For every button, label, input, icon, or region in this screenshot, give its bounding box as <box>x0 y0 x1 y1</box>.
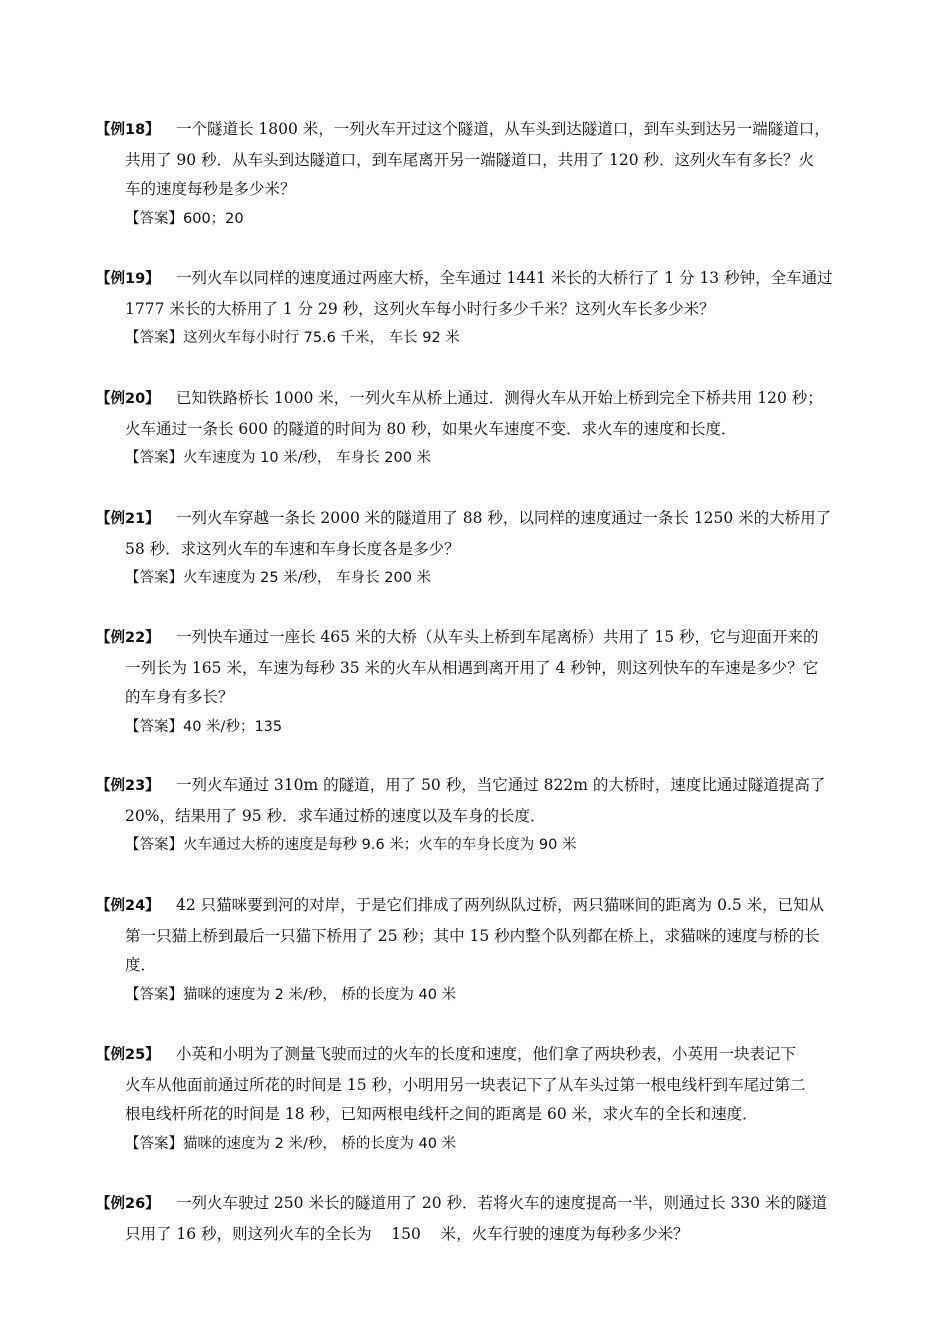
question-text: 一列快车通过一座长 465 米的大桥（从车头上桥到车尾离桥）共用了 15 秒，它与迎面开来的 <box>176 628 819 646</box>
question-line: 度． <box>125 956 157 974</box>
answer-line <box>96 831 876 861</box>
question-line <box>96 1040 876 1071</box>
answer-text: 这列火车每小时行 75.6 千米， 车长 92 米 <box>183 330 460 346</box>
question-line: 1777 米长的大桥用了 1 分 29 秒，这列火车每小时行多少千米？这列火车长多少米？ <box>125 299 715 318</box>
problem-23 <box>96 771 876 861</box>
answer-prefix: 【答案】 <box>125 450 183 466</box>
answer-prefix: 【答案】 <box>125 210 183 227</box>
answer-text: 600；20 <box>183 210 244 227</box>
question-text: 已知铁路桥长 1000 米，一列火车从桥上通过．测得火车从开始上桥到完全下桥共用 120 秒； <box>176 389 823 407</box>
answer-line <box>96 444 876 474</box>
question-line <box>96 1189 876 1220</box>
question-line <box>96 384 876 415</box>
problem-label: 【例25】 <box>96 1047 160 1063</box>
answer-line <box>96 1130 876 1160</box>
answer-line <box>96 324 876 354</box>
question-line: 一列长为 165 米，车速为每秒 35 米的火车从相遇到离开用了 4 秒钟，则这列快车的车速是多少？它 <box>125 658 819 677</box>
problem-19 <box>96 264 876 354</box>
question-line <box>96 115 876 146</box>
answer-text: 40 米/秒；135 <box>183 718 283 735</box>
question-line: 车的速度每秒是多少米？ <box>125 180 296 198</box>
answer-prefix: 【答案】 <box>125 718 183 735</box>
answer-text: 猫咪的速度为 2 米/秒， 桥的长度为 40 米 <box>183 1135 457 1152</box>
answer-line <box>96 713 876 743</box>
question-text: 一个隧道长 1800 米，一列火车开过这个隧道，从车头到达隧道口，到车头到达另一端隧道口， <box>176 120 830 138</box>
answer-prefix: 【答案】 <box>125 570 183 586</box>
answer-text: 火车通过大桥的速度是每秒 9.6 米；火车的车身长度为 90 米 <box>183 837 577 853</box>
question-line: 58 秒．求这列火车的车速和车身长度各是多少？ <box>125 539 460 558</box>
problem-label: 【例20】 <box>96 391 160 407</box>
question-line: 共用了 90 秒．从车头到达隧道口，到车尾离开另一端隧道口，共用了 120 秒．这列火车有多长？火 <box>125 150 815 169</box>
answer-text: 火车速度为 25 米/秒， 车身长 200 米 <box>183 570 432 586</box>
problem-24 <box>96 891 876 1010</box>
question-line <box>96 891 876 922</box>
problem-21 <box>96 504 876 594</box>
question-line <box>96 623 876 654</box>
question-line: 的车身有多长？ <box>125 688 234 706</box>
question-line: 根电线杆所花的时间是 18 秒，已知两根电线杆之间的距离是 60 米，求火车的全长和速度． <box>125 1105 758 1123</box>
question-text: 一列火车以同样的速度通过两座大桥，全车通过 1441 米长的大桥行了 1 分 13 秒钟，全车通过 <box>176 269 833 287</box>
question-line: 火车从他面前通过所花的时间是 15 秒，小明用另一块表记下了从车头过第一根电线杆到车尾过第二 <box>125 1075 806 1094</box>
question-text: 小英和小明为了测量飞驶而过的火车的长度和速度，他们拿了两块秒表，小英用一块表记下 <box>176 1045 797 1063</box>
answer-prefix: 【答案】 <box>125 986 183 1003</box>
question-text: 42 只猫咪要到河的对岸，于是它们排成了两列纵队过桥，两只猫咪间的距离为 0.5 米，已知从 <box>176 896 825 914</box>
answer-text: 火车速度为 10 米/秒， 车身长 200 米 <box>183 450 432 466</box>
question-line <box>96 771 876 802</box>
question-line <box>96 264 876 295</box>
answer-line <box>96 981 876 1011</box>
problem-label: 【例19】 <box>96 271 160 287</box>
answer-line <box>96 564 876 594</box>
question-text: 一列火车穿越一条长 2000 米的隧道用了 88 秒，以同样的速度通过一条长 1250 米的大桥用了 <box>176 509 832 527</box>
problem-26 <box>96 1189 876 1249</box>
problem-label: 【例21】 <box>96 511 160 527</box>
problem-label: 【例18】 <box>96 122 160 138</box>
problem-label: 【例26】 <box>96 1196 160 1212</box>
question-line: 第一只猫上桥到最后一只猫下桥用了 25 秒；其中 15 秒内整个队列都在桥上，求猫咪的速度与桥的长 <box>125 926 820 945</box>
question-line: 20%，结果用了 95 秒．求车通过桥的速度以及车身的长度． <box>125 806 546 825</box>
question-line <box>96 504 876 535</box>
question-line: 只用了 16 秒，则这列火车的全长为 150 米，火车行驶的速度为每秒多少米？ <box>125 1224 689 1243</box>
problem-label: 【例23】 <box>96 778 160 794</box>
problem-label: 【例24】 <box>96 898 160 914</box>
answer-text: 猫咪的速度为 2 米/秒， 桥的长度为 40 米 <box>183 986 457 1003</box>
answer-prefix: 【答案】 <box>125 330 183 346</box>
question-text: 一列火车通过 310m 的隧道，用了 50 秒，当它通过 822m 的大桥时，速度比通过隧道提高了 <box>176 776 826 794</box>
question-line: 火车通过一条长 600 的隧道的时间为 80 秒，如果火车速度不变．求火车的速度和长度． <box>125 419 737 438</box>
answer-prefix: 【答案】 <box>125 1135 183 1152</box>
problem-25 <box>96 1040 876 1159</box>
question-text: 一列火车驶过 250 米长的隧道用了 20 秒．若将火车的速度提高一半，则通过长 330 米的隧道 <box>176 1194 827 1212</box>
problem-20 <box>96 384 876 474</box>
answer-line <box>96 205 876 235</box>
problem-22 <box>96 623 876 742</box>
answer-prefix: 【答案】 <box>125 837 183 853</box>
problem-18 <box>96 115 876 234</box>
problem-label: 【例22】 <box>96 630 160 646</box>
